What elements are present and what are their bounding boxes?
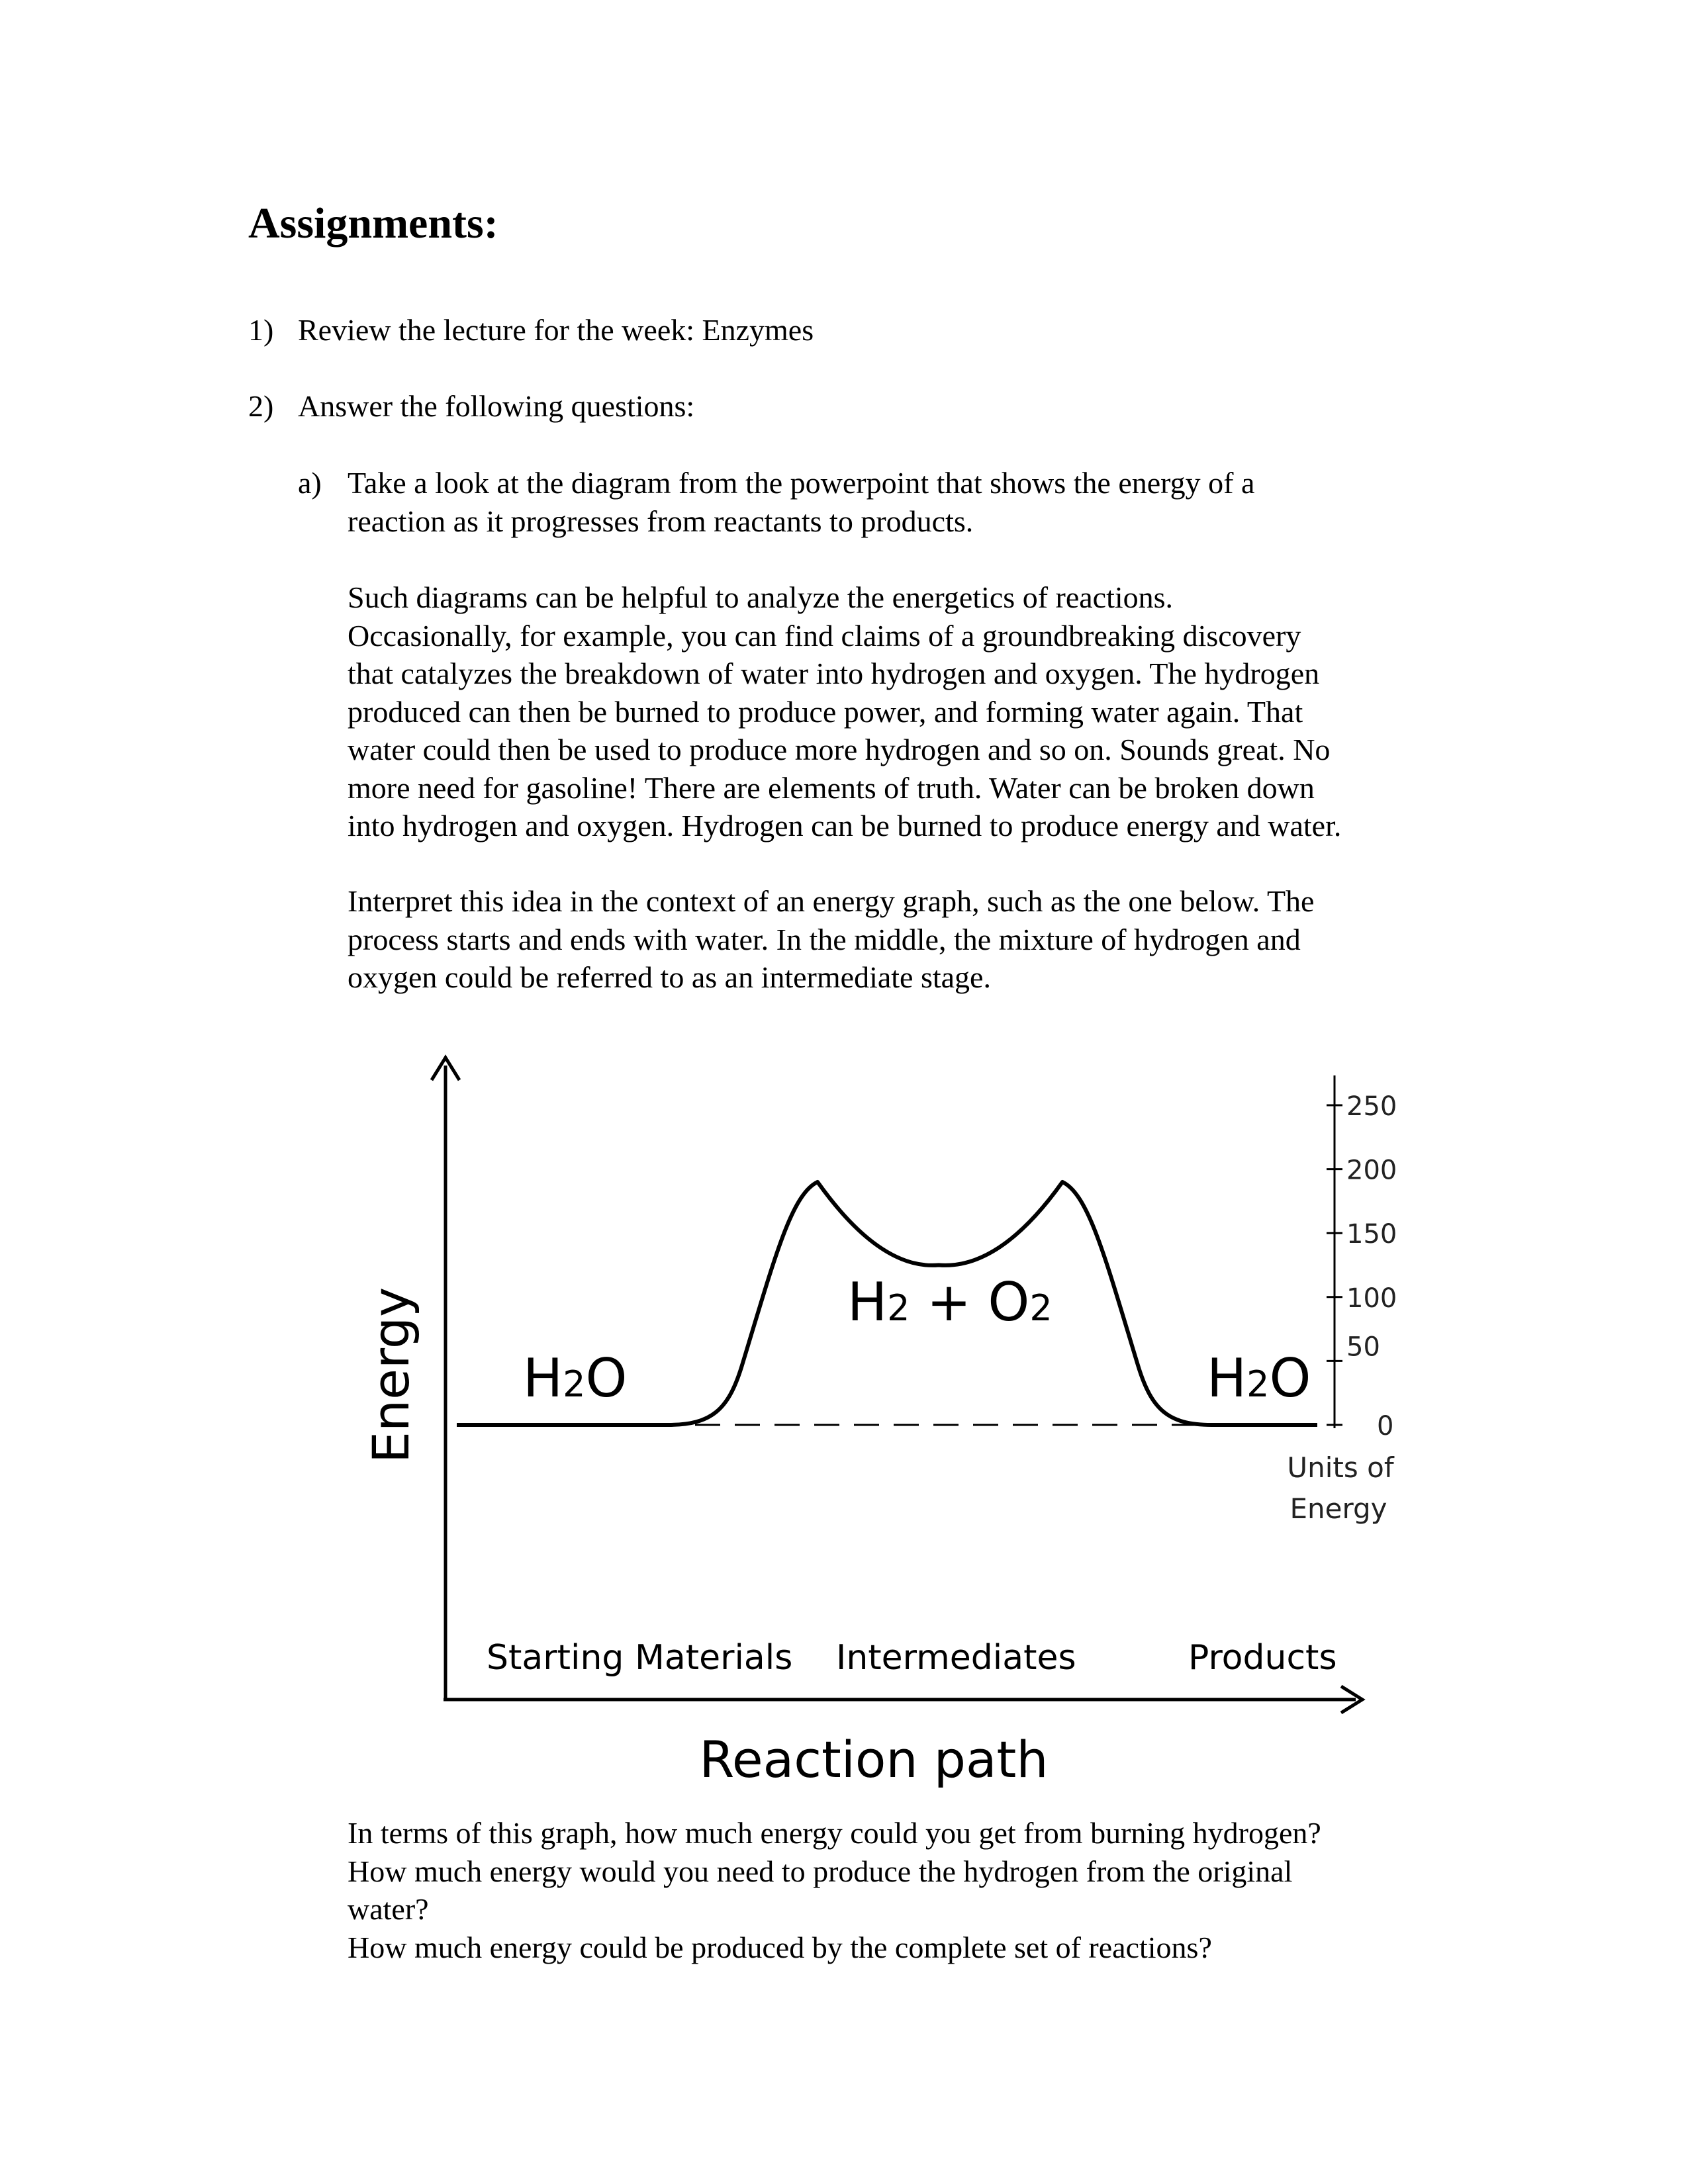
page-title: Assignments: (248, 199, 498, 248)
species-symbol: H (523, 1347, 563, 1409)
stage-label-intermediates: Intermediates (836, 1638, 1076, 1678)
stage-label-products: Products (1188, 1638, 1337, 1678)
text-line: process starts and ends with water. In the middle, the mixture of hydrogen and (348, 922, 1301, 956)
text-line: into hydrogen and oxygen. Hydrogen can be burned to produce energy and water. (348, 809, 1342, 842)
text-line: reaction as it progresses from reactants to products. (348, 504, 974, 538)
question-line: How much energy could be produced by the complete set of reactions? (348, 1930, 1212, 1964)
species-symbol: O (988, 1271, 1030, 1333)
question-line: water? (348, 1892, 429, 1926)
list-number: 1) (248, 313, 274, 347)
text-line: produced can then be burned to produce power, and forming water again. That (348, 694, 1303, 729)
questions (348, 1814, 1486, 1966)
question-line: How much energy would you need to produce the hydrogen from the original (348, 1854, 1293, 1888)
text-line: Interpret this idea in the context of an energy graph, such as the one below. The (348, 884, 1315, 918)
energy-scale-tick-label: 0 (1377, 1411, 1394, 1441)
text-line: Such diagrams can be helpful to analyze the energetics of reactions. (348, 580, 1174, 614)
text-line: oxygen could be referred to as an intermediate stage. (348, 960, 991, 994)
energy-scale-tick-label: 250 (1346, 1091, 1397, 1122)
species-symbol: O (1269, 1347, 1311, 1409)
text-line: water could then be used to produce more hydrogen and so on. Sounds great. No (348, 733, 1331, 766)
energy-scale-tick-label: 50 (1346, 1332, 1380, 1363)
species-subscript: 2 (1246, 1363, 1270, 1405)
text-line: more need for gasoline! There are elements of truth. Water can be broken down (348, 770, 1315, 805)
energy-scale-tick-label: 100 (1346, 1283, 1397, 1314)
list-text: Answer the following questions: (298, 389, 695, 423)
species-label-start (523, 1347, 627, 1409)
question-a-label: a) (298, 466, 322, 500)
energy-scale (1327, 1075, 1397, 1441)
species-symbol: H (847, 1271, 888, 1333)
species-symbol: O (585, 1347, 628, 1409)
species-label-intermediate (847, 1271, 1053, 1333)
text-line: Occasionally, for example, you can find claims of a groundbreaking discovery (348, 618, 1301, 653)
text-line: that catalyzes the breakdown of water into hydrogen and oxygen. The hydrogen (348, 657, 1320, 690)
text-line: Take a look at the diagram from the powerpoint that shows the energy of a (348, 466, 1255, 500)
question-line: In terms of this graph, how much energy could you get from burning hydrogen? (348, 1816, 1321, 1850)
units-label-line-2: Energy (1289, 1492, 1387, 1525)
stage-label-starting-materials: Starting Materials (487, 1638, 793, 1678)
species-subscript: 2 (1029, 1287, 1053, 1329)
species-symbol: H (1207, 1347, 1247, 1409)
energy-scale-tick-label: 200 (1346, 1155, 1397, 1186)
species-subscript: 2 (887, 1287, 910, 1329)
species-label-end (1207, 1347, 1311, 1409)
units-label-line-1: Units of (1287, 1451, 1394, 1484)
species-subscript: 2 (563, 1363, 586, 1405)
species-plus: + (910, 1271, 988, 1333)
list-number: 2) (248, 389, 274, 423)
x-axis-title: Reaction path (699, 1730, 1049, 1789)
energy-scale-tick-label: 150 (1346, 1219, 1397, 1250)
y-axis-title: Energy (361, 1287, 420, 1464)
list-text: Review the lecture for the week: Enzymes (298, 313, 814, 347)
